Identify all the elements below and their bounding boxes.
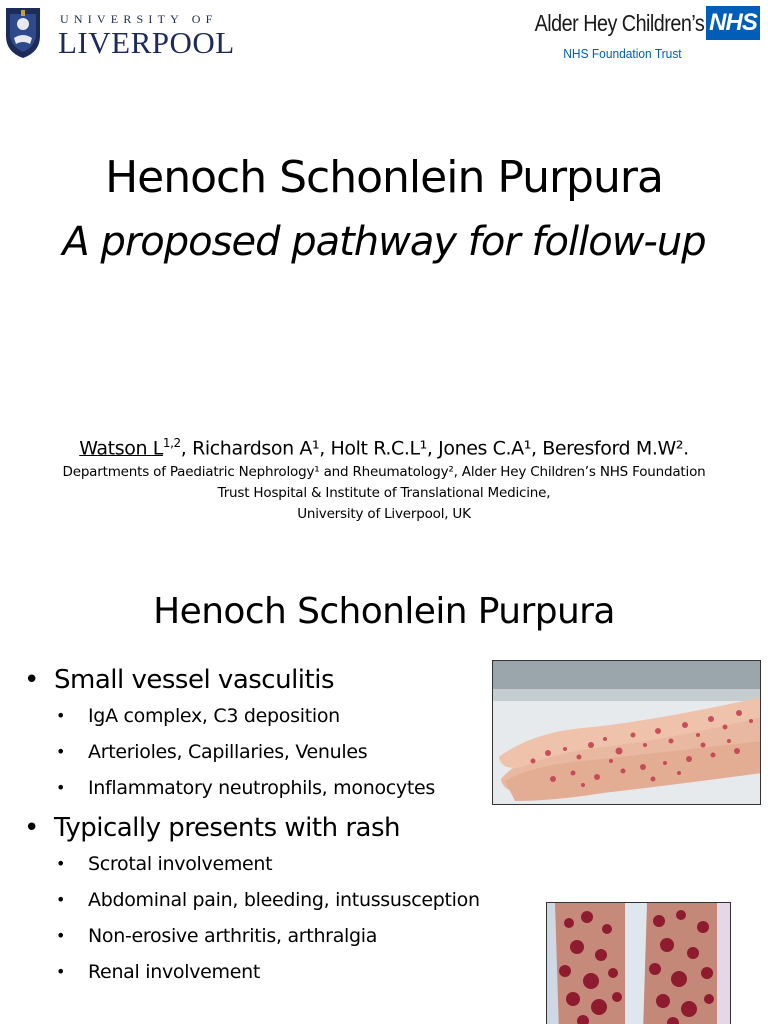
other-authors: , Richardson A¹, Holt R.C.L¹, Jones C.A¹, Beresford M.W². [180,437,689,460]
legs-rash-illustration [493,661,761,805]
ankles-purpura-photo [546,902,731,1024]
alder-hey-name: Alder Hey Children’s [534,10,704,36]
sub-bullet-item: • Non-erosive arthritis, arthralgia [24,918,544,954]
alder-hey-trust: NHS Foundation Trust [563,46,682,61]
uol-big-text: LIVERPOOL [58,25,235,60]
legs-rash-photo [492,660,761,805]
sub-bullet-item: • IgA complex, C3 deposition [24,698,544,734]
sub-bullet-item: • Arterioles, Capillaries, Venules [24,734,544,770]
uol-crest-icon [4,6,42,60]
uol-small-text: UNIVERSITY OF [60,12,218,26]
hsp-overview-slide [0,572,768,1024]
author-list [0,430,768,461]
nhs-badge: NHS [706,6,760,40]
ankles-purpura-illustration [547,903,731,1024]
alder-hey-nhs-logo [500,4,760,64]
first-author-affiliation: 1,2 [162,436,181,450]
bullet-item: • Typically presents with rash [24,810,544,846]
slide-2-title: Henoch Schonlein Purpura [153,591,615,632]
slide-title: Henoch Schonlein Purpura [105,152,663,203]
bullet-list [24,662,544,990]
affiliation-line-2: Trust Hospital & Institute of Translational Medicine, [217,485,551,501]
sub-bullet-item: • Renal involvement [24,954,544,990]
sub-bullet-item: • Scrotal involvement [24,846,544,882]
affiliation-line-3: University of Liverpool, UK [297,506,471,522]
affiliation-line-1: Departments of Paediatric Nephrology¹ and Rheumatology², Alder Hey Children’s NHS Foundation [62,464,706,480]
university-of-liverpool-logo [4,6,235,62]
bullet-item: • Small vessel vasculitis [24,662,544,698]
first-author: Watson L [79,437,163,460]
sub-bullet-item: • Inflammatory neutrophils, monocytes [24,770,544,806]
affiliation [20,462,748,525]
sub-bullet-item: • Abdominal pain, bleeding, intussusception [24,882,544,918]
slide-subtitle: A proposed pathway for follow-up [62,219,706,265]
